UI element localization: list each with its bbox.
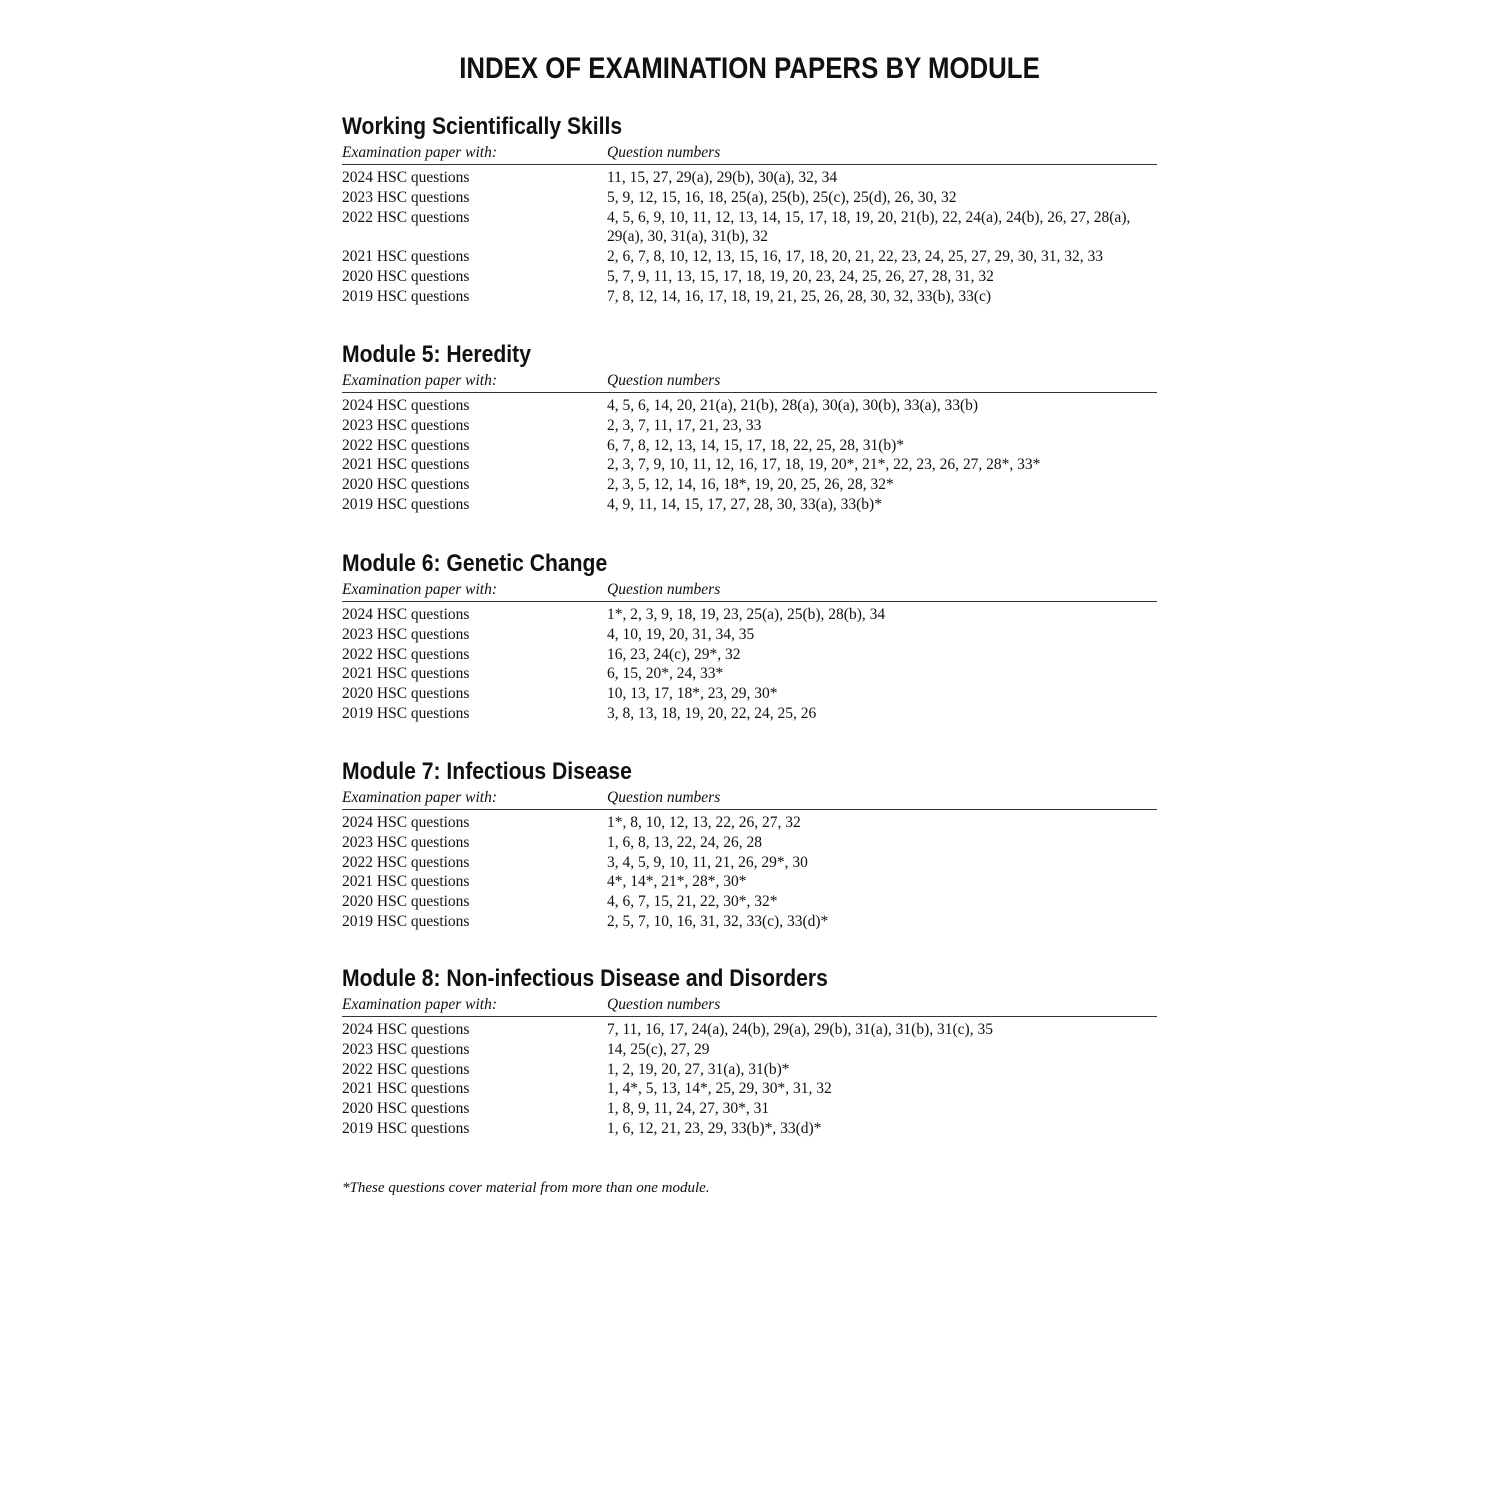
- table-row: [342, 645, 1157, 665]
- questions-cell: 1, 6, 12, 21, 23, 29, 33(b)*, 33(d)*: [607, 1119, 822, 1137]
- table-row: [342, 1060, 1157, 1080]
- column-header-row: [342, 579, 1157, 602]
- paper-cell: 2019 HSC questions: [342, 704, 470, 722]
- table-row: [342, 605, 1157, 625]
- questions-cell: 5, 7, 9, 11, 13, 15, 17, 18, 19, 20, 23, 24, 25, 26, 27, 28, 31, 32: [607, 267, 994, 285]
- table-row: [342, 396, 1157, 416]
- section-title: Module 6: Genetic Change: [342, 550, 608, 577]
- section-module-7: [342, 757, 1157, 932]
- paper-cell: 2019 HSC questions: [342, 1119, 470, 1137]
- section-title: Module 5: Heredity: [342, 341, 531, 368]
- questions-cell: 7, 8, 12, 14, 16, 17, 18, 19, 21, 25, 26, 28, 30, 32, 33(b), 33(c): [607, 287, 992, 305]
- questions-cell: 4, 9, 11, 14, 15, 17, 27, 28, 30, 33(a), 33(b)*: [607, 495, 882, 513]
- paper-cell: 2021 HSC questions: [342, 456, 470, 474]
- questions-cell: 1*, 8, 10, 12, 13, 22, 26, 27, 32: [607, 814, 801, 831]
- column-header-row: [342, 994, 1157, 1017]
- questions-cell: 1, 4*, 5, 13, 14*, 25, 29, 30*, 31, 32: [607, 1080, 832, 1098]
- questions-cell: 1, 2, 19, 20, 27, 31(a), 31(b)*: [607, 1060, 790, 1078]
- table-row: [342, 704, 1157, 724]
- questions-cell: 16, 23, 24(c), 29*, 32: [607, 645, 741, 663]
- questions-cell: 2, 6, 7, 8, 10, 12, 13, 15, 16, 17, 18, 20, 21, 22, 23, 24, 25, 27, 29, 30, 31, 32, 33: [607, 248, 1103, 266]
- table-row: [342, 247, 1157, 267]
- table-row: [342, 853, 1157, 873]
- paper-cell: 2023 HSC questions: [342, 833, 470, 851]
- table-row: [342, 475, 1157, 495]
- questions-cell: 11, 15, 27, 29(a), 29(b), 30(a), 32, 34: [607, 169, 838, 186]
- paper-cell: 2022 HSC questions: [342, 853, 470, 871]
- section-module-8: [342, 964, 1157, 1139]
- paper-cell: 2024 HSC questions: [342, 606, 470, 623]
- paper-cell: 2024 HSC questions: [342, 1021, 470, 1038]
- paper-cell: 2024 HSC questions: [342, 169, 470, 186]
- header-paper: Examination paper with:: [342, 996, 497, 1013]
- table-row: [342, 287, 1157, 307]
- table-row: [342, 684, 1157, 704]
- paper-cell: 2019 HSC questions: [342, 287, 470, 305]
- questions-cell: 1, 8, 9, 11, 24, 27, 30*, 31: [607, 1100, 770, 1118]
- paper-cell: 2020 HSC questions: [342, 893, 470, 911]
- paper-cell: 2022 HSC questions: [342, 1060, 470, 1078]
- questions-cell: 1, 6, 8, 13, 22, 24, 26, 28: [607, 833, 762, 851]
- table-row: [342, 1079, 1157, 1099]
- paper-cell: 2020 HSC questions: [342, 476, 470, 494]
- table-row: [342, 168, 1157, 188]
- table-row: [342, 208, 1157, 248]
- table-row: [342, 664, 1157, 684]
- questions-cell: 4, 5, 6, 14, 20, 21(a), 21(b), 28(a), 30(a), 30(b), 33(a), 33(b): [607, 397, 979, 414]
- questions-cell: 2, 3, 5, 12, 14, 16, 18*, 19, 20, 25, 26, 28, 32*: [607, 476, 894, 494]
- table-row: [342, 188, 1157, 208]
- section-module-5: [342, 340, 1157, 515]
- table-row: [342, 625, 1157, 645]
- page-title: INDEX OF EXAMINATION PAPERS BY MODULE: [459, 52, 1040, 85]
- questions-cell: 2, 5, 7, 10, 16, 31, 32, 33(c), 33(d)*: [607, 912, 829, 930]
- table-row: [342, 1040, 1157, 1060]
- header-questions: Question numbers: [607, 581, 721, 598]
- paper-cell: 2022 HSC questions: [342, 436, 470, 454]
- table-row: [342, 1119, 1157, 1139]
- header-questions: Question numbers: [607, 372, 721, 389]
- section-title: Module 7: Infectious Disease: [342, 758, 632, 785]
- footnote: *These questions cover material from more than one module.: [342, 1180, 710, 1196]
- header-paper: Examination paper with:: [342, 581, 497, 598]
- questions-cell: 10, 13, 17, 18*, 23, 29, 30*: [607, 685, 778, 703]
- paper-cell: 2023 HSC questions: [342, 625, 470, 643]
- questions-cell: 3, 4, 5, 9, 10, 11, 21, 26, 29*, 30: [607, 853, 808, 871]
- column-header-row: [342, 142, 1157, 165]
- table-row: [342, 455, 1157, 475]
- header-questions: Question numbers: [607, 996, 721, 1013]
- paper-cell: 2023 HSC questions: [342, 416, 470, 434]
- header-questions: Question numbers: [607, 144, 721, 161]
- paper-cell: 2021 HSC questions: [342, 248, 470, 266]
- questions-cell: 1*, 2, 3, 9, 18, 19, 23, 25(a), 25(b), 28(b), 34: [607, 606, 886, 623]
- table-row: [342, 872, 1157, 892]
- table-row: [342, 813, 1157, 833]
- questions-cell: 6, 15, 20*, 24, 33*: [607, 665, 724, 683]
- paper-cell: 2022 HSC questions: [342, 208, 470, 226]
- paper-cell: 2020 HSC questions: [342, 267, 470, 285]
- paper-cell: 2021 HSC questions: [342, 1080, 470, 1098]
- questions-cell: 14, 25(c), 27, 29: [607, 1040, 710, 1058]
- questions-cell: 2, 3, 7, 11, 17, 21, 23, 33: [607, 416, 762, 434]
- table-row: [342, 495, 1157, 515]
- header-questions: Question numbers: [607, 789, 721, 806]
- questions-cell: 4*, 14*, 21*, 28*, 30*: [607, 873, 747, 891]
- paper-cell: 2019 HSC questions: [342, 495, 470, 513]
- paper-cell: 2020 HSC questions: [342, 685, 470, 703]
- table-row: [342, 436, 1157, 456]
- paper-cell: 2019 HSC questions: [342, 912, 470, 930]
- table-row: [342, 912, 1157, 932]
- section-working-scientifically: [342, 112, 1157, 307]
- questions-cell: 6, 7, 8, 12, 13, 14, 15, 17, 18, 22, 25, 28, 31(b)*: [607, 436, 905, 454]
- questions-cell: 5, 9, 12, 15, 16, 18, 25(a), 25(b), 25(c), 25(d), 26, 30, 32: [607, 188, 957, 206]
- questions-cell: 2, 3, 7, 9, 10, 11, 12, 16, 17, 18, 19, 20*, 21*, 22, 23, 26, 27, 28*, 33*: [607, 456, 1041, 474]
- paper-cell: 2024 HSC questions: [342, 814, 470, 831]
- paper-cell: 2023 HSC questions: [342, 1040, 470, 1058]
- table-row: [342, 1099, 1157, 1119]
- section-title: Module 8: Non-infectious Disease and Disorders: [342, 965, 828, 992]
- paper-cell: 2021 HSC questions: [342, 665, 470, 683]
- questions-cell: 7, 11, 16, 17, 24(a), 24(b), 29(a), 29(b), 31(a), 31(b), 31(c), 35: [607, 1021, 993, 1038]
- paper-cell: 2022 HSC questions: [342, 645, 470, 663]
- table-row: [342, 1020, 1157, 1040]
- section-title: Working Scientifically Skills: [342, 113, 623, 140]
- paper-cell: 2021 HSC questions: [342, 873, 470, 891]
- column-header-row: [342, 370, 1157, 393]
- questions-cell: 4, 10, 19, 20, 31, 34, 35: [607, 625, 755, 643]
- table-row: [342, 892, 1157, 912]
- header-paper: Examination paper with:: [342, 372, 497, 389]
- header-paper: Examination paper with:: [342, 144, 497, 161]
- paper-cell: 2020 HSC questions: [342, 1100, 470, 1118]
- paper-cell: 2023 HSC questions: [342, 188, 470, 206]
- table-row: [342, 833, 1157, 853]
- section-module-6: [342, 549, 1157, 724]
- questions-cell: 3, 8, 13, 18, 19, 20, 22, 24, 25, 26: [607, 704, 817, 722]
- paper-cell: 2024 HSC questions: [342, 397, 470, 414]
- table-row: [342, 267, 1157, 287]
- column-header-row: [342, 787, 1157, 810]
- questions-cell: 4, 5, 6, 9, 10, 11, 12, 13, 14, 15, 17, 18, 19, 20, 21(b), 22, 24(a), 24(b), 26, 27, 28(a), 29(a), 30, 31(a), 31(b), 32: [607, 208, 1131, 246]
- table-row: [342, 416, 1157, 436]
- questions-cell: 4, 6, 7, 15, 21, 22, 30*, 32*: [607, 893, 778, 911]
- header-paper: Examination paper with:: [342, 789, 497, 806]
